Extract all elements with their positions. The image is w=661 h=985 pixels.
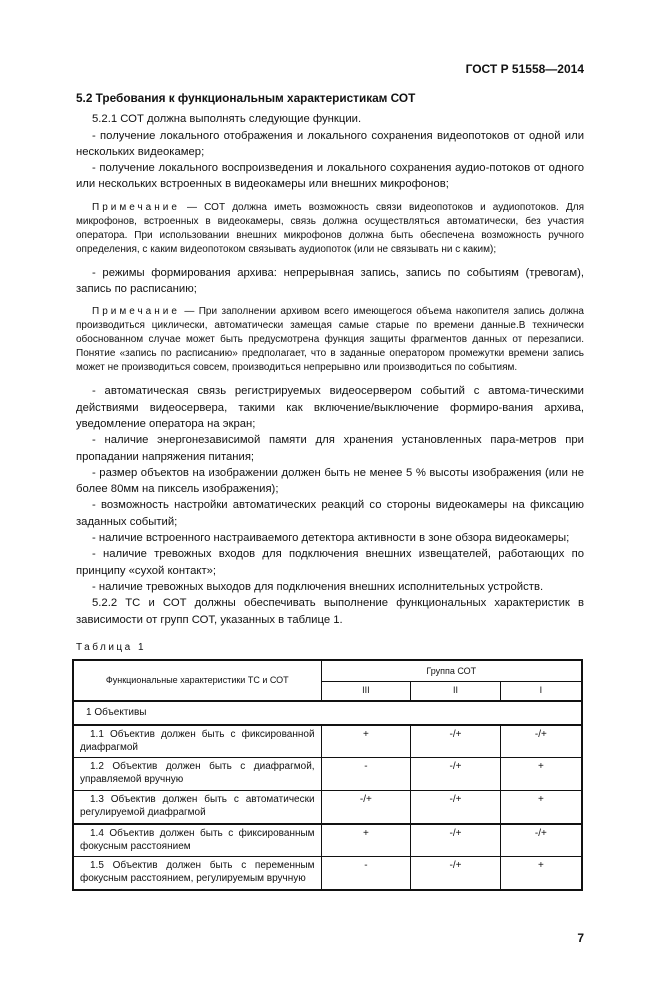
note-label: Примечание xyxy=(92,201,180,213)
value-group-ii: -/+ xyxy=(411,824,501,857)
value-group-i: -/+ xyxy=(500,824,582,857)
paragraph: - получение локального воспроизведения и локального сохранения аудио-потоков от одного или нескольких встроенных в видеокамеры или внешних микрофонов; xyxy=(76,162,584,191)
paragraph: - наличие встроенного настраиваемого детектора активности в зоне обзора видеокамеры; xyxy=(92,532,570,545)
document-code: ГОСТ Р 51558—2014 xyxy=(465,62,584,76)
paragraph: - режимы формирования архива: непрерывная запись, запись по событиям (тревогам), запись по расписанию; xyxy=(76,266,584,296)
value-group-iii: + xyxy=(321,725,411,758)
value-group-i: + xyxy=(500,791,582,824)
note-text: — СОТ должна иметь возможность связи видеопотоков и аудиопотоков. Для микрофонов, встроенных в видеокамеры, связь должна осуществляться автоматически, без участия оператора. При использовании внешних микрофонов должна быть обеспечена возможность ручного определения, с каким видеопотоком связывать аудиопоток (или не связывать ни с каким); xyxy=(76,201,584,255)
row-description: 1.1 Объектив должен быть с фиксированной диафрагмой xyxy=(73,725,321,758)
paragraph: - размер объектов на изображении должен быть не менее 5 % высоты изображения (или не более 80мм на пиксель изображения); xyxy=(76,466,584,496)
table-row xyxy=(73,758,582,791)
value-group-i: -/+ xyxy=(500,725,582,758)
paragraph: - наличие энергонезависимой памяти для хранения установленных пара-метров при пропадании напряжения питания; xyxy=(76,434,584,463)
header-group-i: I xyxy=(500,682,582,701)
value-group-iii: - xyxy=(321,857,411,890)
paragraph: - автоматическая связь регистрируемых видеосервером событий с автома-тическими действиями видеосервера, такими как включение/выключение формиро-вания архива, уведомление оператора на экран; xyxy=(76,385,584,430)
section-row: 1 Объективы xyxy=(73,701,582,725)
paragraph: - наличие тревожных входов для подключения внешних извещателей, работающих по принципу «сухой контакт»; xyxy=(76,548,584,577)
row-description: 1.3 Объектив должен быть с автоматически регулируемой диафрагмой xyxy=(73,791,321,824)
row-description: 1.2 Объектив должен быть с диафрагмой, управляемой вручную xyxy=(73,758,321,791)
note-label: Примечание xyxy=(92,306,180,318)
value-group-i: + xyxy=(500,758,582,791)
paragraph: 5.2.2 ТС и СОТ должны обеспечивать выполнение функциональных характеристик в зависимости от групп СОТ, указанных в таблице 1. xyxy=(76,597,584,626)
value-group-iii: + xyxy=(321,824,411,857)
note-text: — При заполнении архивом всего имеющегося объема накопителя запись должна производиться циклически, автоматически замещая самые старые по времени данные.В технически обоснованном случае может быть предусмотрена функция защиты фрагментов данных от перезаписи. Понятие «запись по расписанию» предполагает, что в заданные оператором промежутки времени запись может не производиться совсем, производиться непрерывно или производиться по событиям. xyxy=(76,306,584,374)
value-group-iii: -/+ xyxy=(321,791,411,824)
paragraph: - получение локального отображения и локального сохранения видеопотоков от одной или нескольких видеокамер; xyxy=(76,129,584,158)
functional-characteristics-table xyxy=(72,659,583,891)
value-group-ii: -/+ xyxy=(411,791,501,824)
value-group-ii: -/+ xyxy=(411,758,501,791)
section-title: 5.2 Требования к функциональным характеристикам СОТ xyxy=(76,91,416,105)
paragraph: 5.2.1 СОТ должна выполнять следующие функции. xyxy=(92,113,362,126)
value-group-i: + xyxy=(500,857,582,890)
paragraph: - наличие тревожных выходов для подключения внешних исполнительных устройств. xyxy=(92,580,544,593)
table-row xyxy=(73,824,582,857)
header-group-iii: III xyxy=(321,682,411,701)
header-group-ii: II xyxy=(411,682,501,701)
table-caption: Таблица 1 xyxy=(76,641,147,653)
header-group: Группа СОТ xyxy=(321,660,582,682)
row-description: 1.5 Объектив должен быть с переменным фокусным расстоянием, регулируемым вручную xyxy=(73,857,321,890)
section-body xyxy=(76,90,584,628)
table-row xyxy=(73,857,582,890)
header-feature: Функциональные характеристики ТС и СОТ xyxy=(73,660,321,701)
paragraph: - возможность настройки автоматических реакций со стороны видеокамеры на фиксацию заданных событий; xyxy=(76,499,584,528)
value-group-ii: -/+ xyxy=(411,725,501,758)
note xyxy=(76,201,584,257)
page-number: 7 xyxy=(577,930,584,945)
table-row xyxy=(73,725,582,758)
value-group-iii: - xyxy=(321,758,411,791)
value-group-ii: -/+ xyxy=(411,857,501,890)
table-row xyxy=(73,791,582,824)
note xyxy=(76,305,584,375)
row-description: 1.4 Объектив должен быть с фиксированным фокусным расстоянием xyxy=(73,824,321,857)
